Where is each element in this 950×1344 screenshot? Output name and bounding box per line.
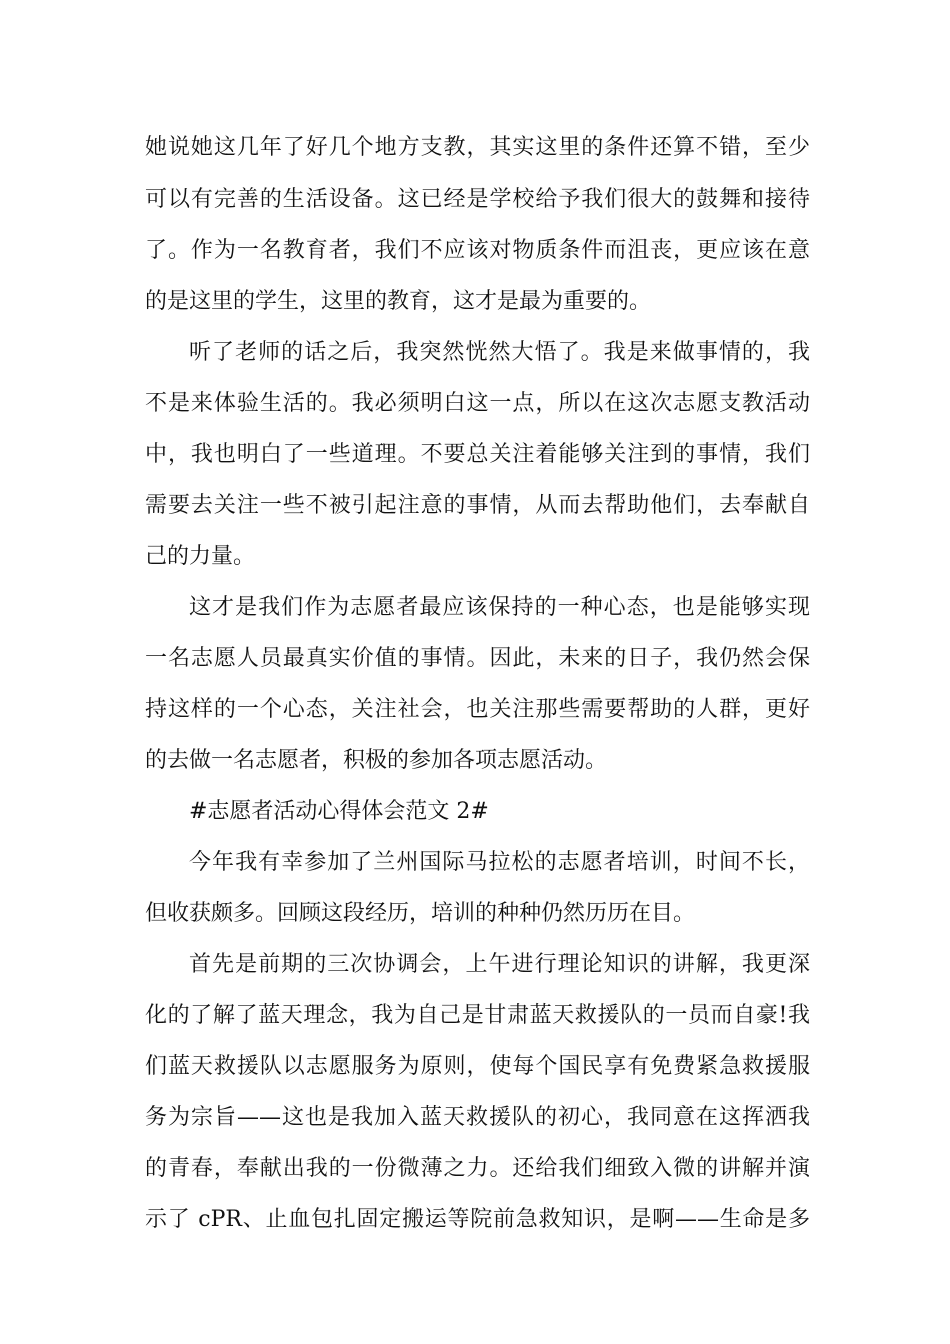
- text-line: 务为宗旨——这也是我加入蓝天救援队的初心，我同意在这挥洒我: [145, 1105, 810, 1130]
- text-line: 化的了解了蓝天理念，我为自己是甘肃蓝天救援队的一员而自豪!我: [145, 1003, 810, 1028]
- text-line: 们蓝天救援队以志愿服务为原则，使每个国民享有免费紧急救援服: [145, 1054, 810, 1079]
- text-line: 一名志愿人员最真实价值的事情。因此，未来的日子，我仍然会保: [145, 646, 810, 671]
- text-line: 了。作为一名教育者，我们不应该对物质条件而沮丧，更应该在意: [145, 238, 810, 263]
- text-line: 的青春，奉献出我的一份微薄之力。还给我们细致入微的讲解并演: [145, 1156, 810, 1181]
- text-line: 己的力量。: [145, 544, 256, 569]
- text-line: 可以有完善的生活设备。这已经是学校给予我们很大的鼓舞和接待: [145, 187, 810, 212]
- text-line: 她说她这几年了好几个地方支教，其实这里的条件还算不错，至少: [145, 135, 810, 160]
- text-line: 听了老师的话之后，我突然恍然大悟了。我是来做事情的，我: [189, 340, 810, 365]
- text-line: 这才是我们作为志愿者最应该保持的一种心态，也是能够实现: [189, 595, 810, 620]
- text-line: 首先是前期的三次协调会，上午进行理论知识的讲解，我更深: [189, 952, 810, 977]
- text-line: 示了 cPR、止血包扎固定搬运等院前急救知识，是啊——生命是多: [145, 1207, 810, 1232]
- text-line: 需要去关注一些不被引起注意的事情，从而去帮助他们，去奉献自: [145, 493, 810, 518]
- text-line: 的是这里的学生，这里的教育，这才是最为重要的。: [145, 289, 652, 314]
- text-line: 今年我有幸参加了兰州国际马拉松的志愿者培训，时间不长，: [189, 850, 810, 875]
- text-line: 不是来体验生活的。我必须明白这一点，所以在这次志愿支教活动: [145, 391, 810, 416]
- text-line: 持这样的一个心态，关注社会，也关注那些需要帮助的人群，更好: [145, 697, 810, 722]
- text-line: 但收获颇多。回顾这段经历，培训的种种仍然历历在目。: [145, 901, 696, 926]
- section-heading: #志愿者活动心得体会范文 2#: [189, 799, 489, 824]
- text-line: 中，我也明白了一些道理。不要总关注着能够关注到的事情，我们: [145, 442, 810, 467]
- text-line: 的去做一名志愿者，积极的参加各项志愿活动。: [145, 748, 608, 773]
